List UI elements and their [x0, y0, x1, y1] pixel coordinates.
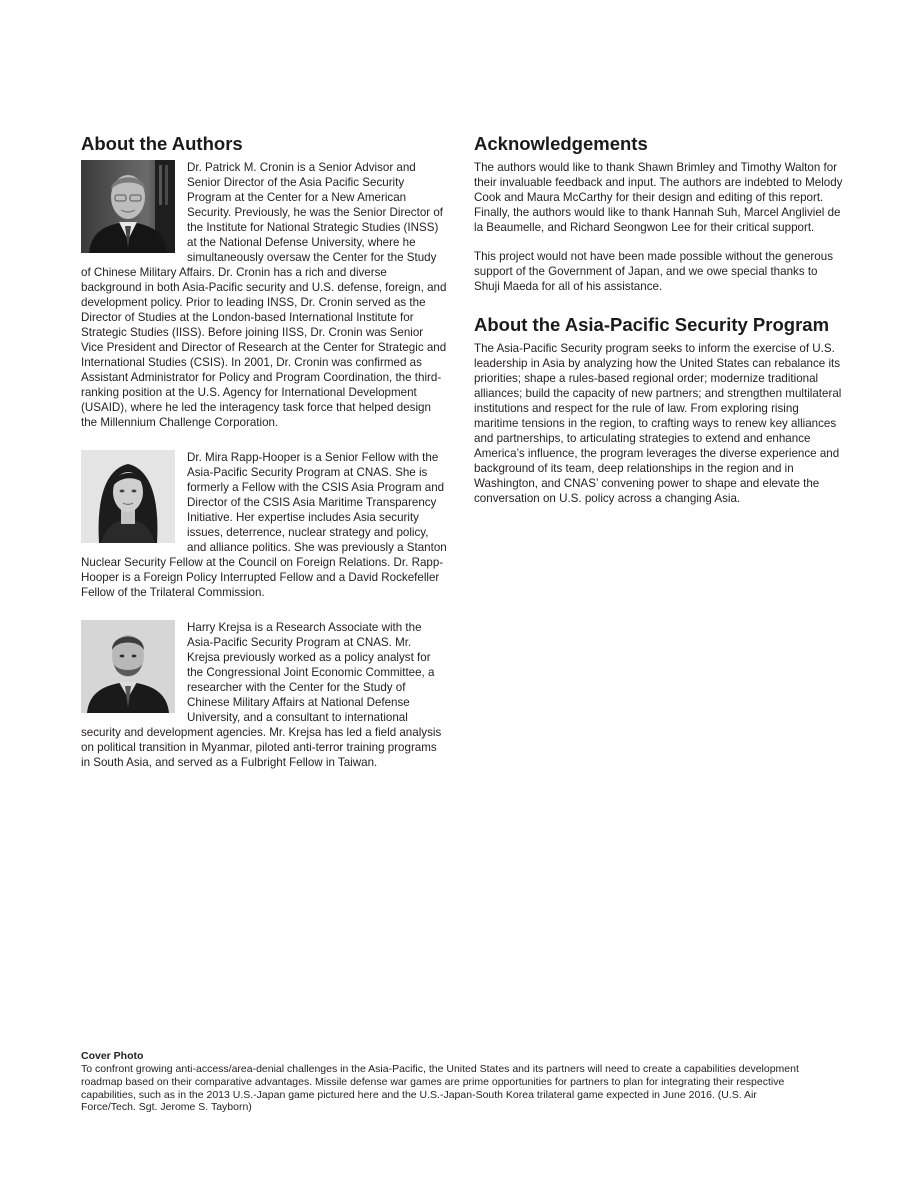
right-column — [474, 133, 844, 506]
bio-cronin-text: Dr. Patrick M. Cronin is a Senior Advisor and Senior Director of the Asia Pacific Security Program at the Center for a New American Security. Previously, he was the Senior Director of the Institute for National Strategic Studies (INSS) at the National Defense University, where he simultaneously oversaw the Center for the Study of Chinese Military Affairs. Dr. Cronin has a rich and diverse background in both Asia-Pacific security and U.S. defense, foreign, and development policy. Prior to leading INSS, Dr. Cronin served as the Director of Studies at the London-based International Institute for Strategic Studies (IISS). Before joining IISS, Dr. Cronin was Senior Vice President and Director of Research at the Center for Strategic and International Studies (CSIS). In 2001, Dr. Cronin was confirmed as Assistant Administrator for Policy and Program Coordination, the third-ranking position at the U.S. Agency for International Development (USAID), where he led the interagency task force that helped design the Millennium Challenge Corporation. — [81, 161, 447, 429]
program-text: The Asia-Pacific Security program seeks to inform the exercise of U.S. leadership in Asia by analyzing how the United States can rebalance its priorities; shape a rules-based regional order; modernize traditional alliances; build the capacity of new partners; and strengthen multilateral institutions and respect for the rule of law. From exploring rising maritime tensions in the region, to crafting ways to renew key alliances and partnerships, to articulating strategies to extend and enhance America’s influence, the program leverages the diverse experience and background of its team, deep relationships in the region and in Washington, and CNAS’ convening power to shape and elevate the conversation on U.S. policy across a changing Asia. — [474, 342, 842, 505]
authors-heading: About the Authors — [81, 133, 243, 154]
portrait-harry-krejsa-icon — [81, 620, 175, 713]
acknowledgements-heading: Acknowledgements — [474, 133, 648, 154]
program-heading: About the Asia-Pacific Security Program — [474, 314, 830, 335]
bio-rapp-hooper-text: Dr. Mira Rapp-Hooper is a Senior Fellow with the Asia-Pacific Security Program at CNAS. She is formerly a Fellow with the CSIS Asia Program and Director of the CSIS Asia Maritime Transparency Initiative. Her expertise includes Asia security issues, deterrence, nuclear strategy and policy, and alliance politics. She was previously a Stanton Nuclear Security Fellow at the Council on Foreign Relations. Dr. Rapp-Hooper is a Foreign Policy Interrupted Fellow and a David Rockefeller Fellow of the Trilateral Commission. — [81, 451, 447, 599]
cover-photo-text: To confront growing anti-access/area-denial challenges in the Asia-Pacific, the United States and its partners will need to create a capabilities development roadmap based on their comparative advantages. Missile defense war games are prime opportunities for partners to plan for integrating their respective capabilities, such as in the 2013 U.S.-Japan game pictured here and the U.S.-Japan-South Korea trilateral game expected in June 2016. (U.S. Air Force/Tech. Sgt. Jerome S. Tayborn) — [81, 1063, 799, 1114]
bio-krejsa-text: Harry Krejsa is a Research Associate with the Asia-Pacific Security Program at CNAS. Mr. Krejsa previously worked as a policy analyst for the Congressional Joint Economic Committee, a researcher with the Center for the Study of Chinese Military Affairs at National Defense University, and a consultant to international security and development agencies. Mr. Krejsa has led a field analysis on political transition in Myanmar, piloted anti-terror training programs in South Asia, and served as a Fulbright Fellow in Taiwan. — [81, 621, 442, 769]
author-bio-cronin — [81, 160, 447, 430]
cover-photo-heading: Cover Photo — [81, 1050, 144, 1062]
acknowledgements-paragraph: The authors would like to thank Shawn Brimley and Timothy Walton for their invaluable feedback and input. The authors are indebted to Melody Cook and Maura McCarthy for their design and editing of this report. Finally, the authors would like to thank Hannah Suh, Marcel Angliviel de la Beaumelle, and Richard Seongwon Lee for their critical support. — [474, 161, 843, 234]
authors-column — [81, 133, 447, 790]
portrait-patrick-cronin-icon — [81, 160, 175, 253]
portrait-mira-rapp-hooper-icon — [81, 450, 175, 543]
author-bio-krejsa — [81, 620, 447, 770]
acknowledgements-paragraph: This project would not have been made possible without the generous support of the Government of Japan, and we owe special thanks to Shuji Maeda for all of his assistance. — [474, 250, 833, 293]
author-bio-rapp-hooper — [81, 450, 447, 600]
cover-photo-caption — [81, 1050, 811, 1114]
